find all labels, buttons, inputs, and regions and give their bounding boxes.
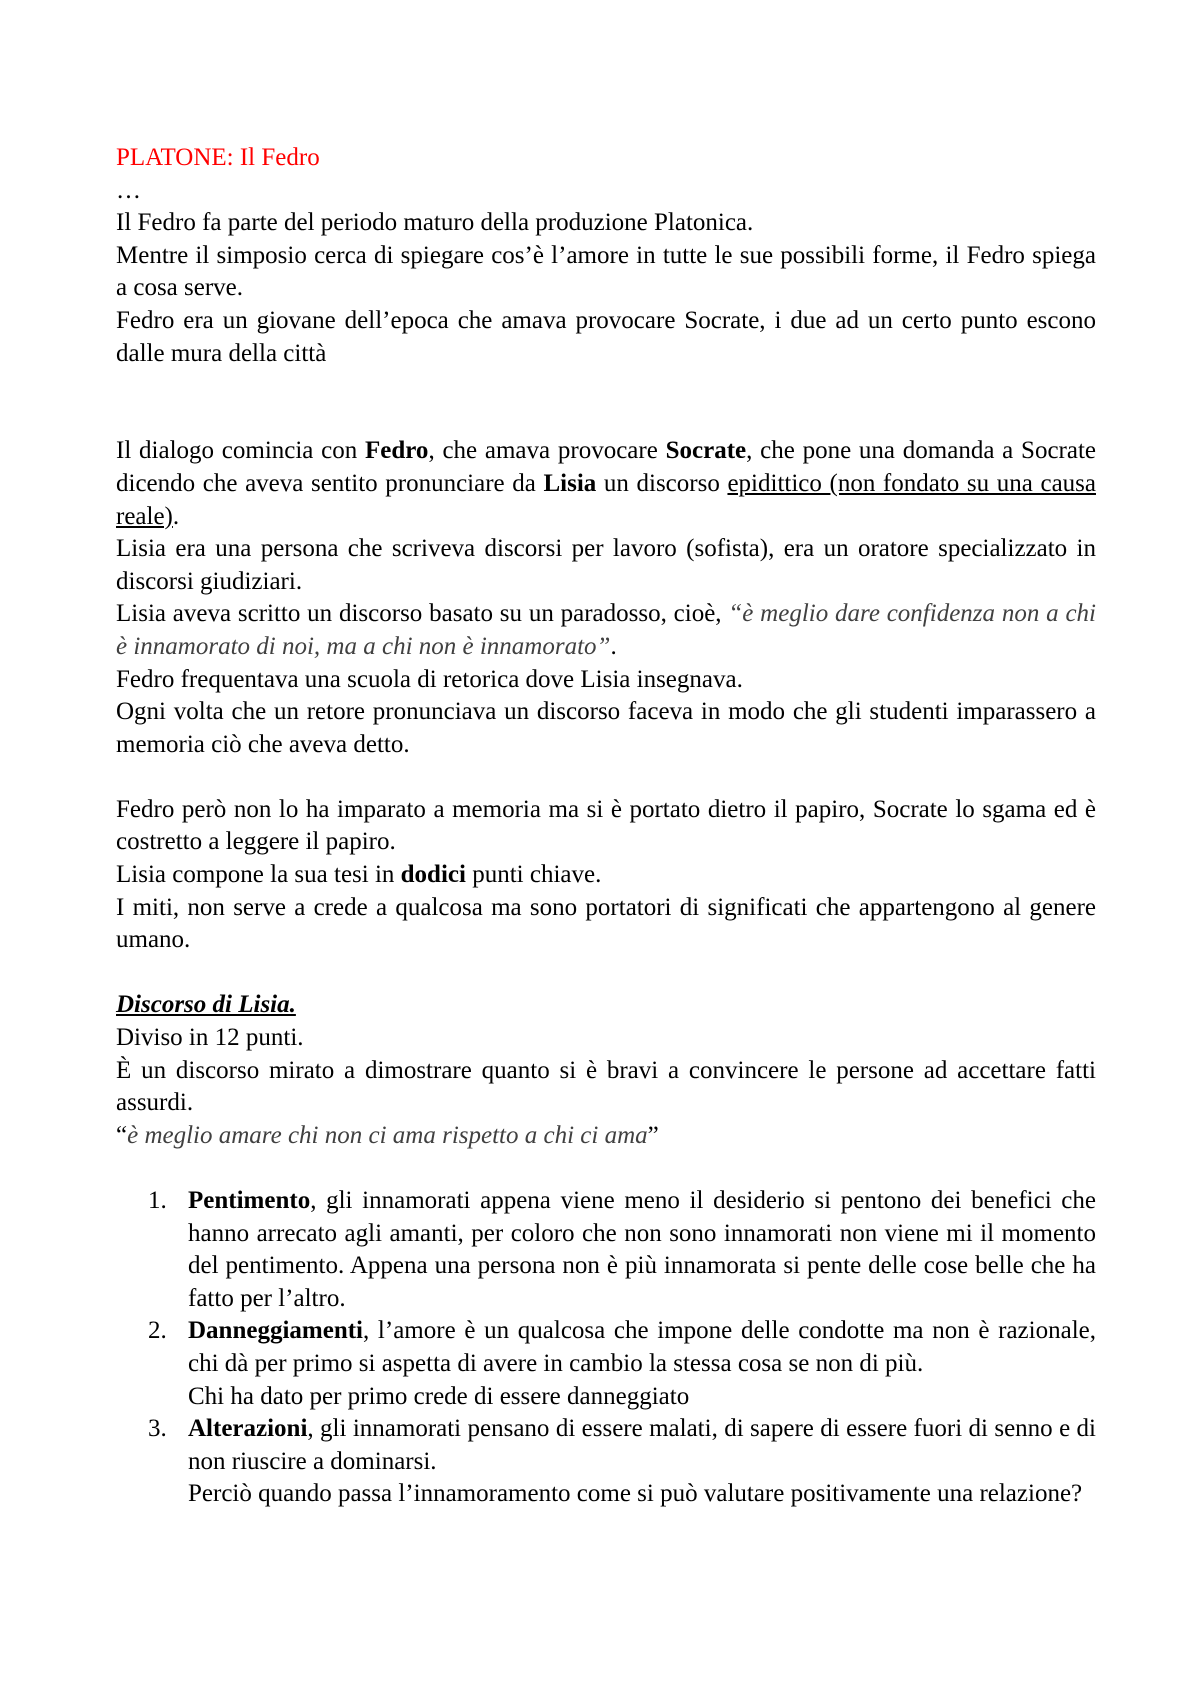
- point-title: Pentimento: [188, 1187, 311, 1214]
- intro-paragraph-3: Fedro era un giovane dell’epoca che amava provocare Socrate, i due ad un certo punto escono dalle mura della città: [116, 306, 1096, 367]
- myths-paragraph: I miti, non serve a crede a qualcosa ma sono portatori di significati che appartengono al genere umano.: [116, 893, 1096, 954]
- section-quote: “è meglio amare chi non ci ama rispetto a chi ci ama”: [116, 1121, 659, 1149]
- dialog-paragraph: Il dialogo comincia con Fedro, che amava provocare Socrate, che pone una domanda a Socrate dicendo che aveva sentito pronunciare da Lisia un discorso epidittico (non fondato su una causa reale).: [116, 437, 1096, 530]
- spacer: [116, 1152, 1096, 1185]
- point-extra: Perciò quando passa l’innamoramento come si può valutare positivamente una relazione?: [188, 1480, 1083, 1508]
- thesis-paragraph: Lisia compone la sua tesi in dodici punti chiave.: [116, 861, 602, 889]
- bold-dodici: dodici: [400, 861, 466, 889]
- intro-paragraph-1: Il Fedro fa parte del periodo maturo della produzione Platonica.: [116, 209, 754, 237]
- spacer: [116, 957, 1096, 990]
- underlined-epidittico: epidittico (non fondato su una causa reale): [116, 469, 1096, 530]
- list-item: 2. Danneggiamenti, l’amore è un qualcosa che impone delle condotte ma non è razionale, chi dà per primo si aspetta di avere in cambio la stessa cosa se non di più. Chi ha dato per primo crede di essere danneggiato: [148, 1317, 1096, 1410]
- bold-fedro: Fedro: [365, 437, 429, 465]
- points-list: [116, 1185, 1096, 1511]
- bold-lisia: Lisia: [543, 469, 597, 497]
- school-paragraph: Fedro frequentava una scuola di retorica dove Lisia insegnava.: [116, 665, 743, 693]
- section-divided: Diviso in 12 punti.: [116, 1024, 304, 1052]
- point-extra: Chi ha dato per primo crede di essere danneggiato: [188, 1382, 690, 1410]
- bold-socrate: Socrate: [665, 437, 747, 465]
- lisia-description: Lisia era una persona che scriveva discorsi per lavoro (sofista), era un oratore specializzato in discorsi giudiziari.: [116, 535, 1096, 595]
- spacer: [116, 761, 1096, 794]
- section-description: È un discorso mirato a dimostrare quanto si è bravi a convincere le persone ad accettare fatti assurdi.: [116, 1056, 1096, 1117]
- document-title: PLATONE: Il Fedro: [116, 144, 320, 171]
- list-number: 1.: [148, 1187, 167, 1214]
- list-item: 3. Alterazioni, gli innamorati pensano di essere malati, di sapere di essere fuori di senno e di non riuscire a dominarsi. Perciò quando passa l’innamoramento come si può valutare positivamente una relazione?: [148, 1415, 1096, 1508]
- paradox-quote: “è meglio dare confidenza non a chi è innamorato di noi, ma a chi non è innamorato”: [116, 600, 1096, 660]
- point-title: Danneggiamenti: [188, 1317, 363, 1345]
- papyrus-paragraph: Fedro però non lo ha imparato a memoria ma si è portato dietro il papiro, Socrate lo sgama ed è costretto a leggere il papiro.: [116, 795, 1096, 856]
- section-heading: Discorso di Lisia.: [116, 991, 296, 1019]
- document-page: [116, 142, 1096, 1511]
- intro-paragraph-2: Mentre il simposio cerca di spiegare cos’è l’amore in tutte le sue possibili forme, il Fedro spiega a cosa serve.: [116, 241, 1096, 302]
- spacer: [116, 370, 1096, 435]
- paradox-paragraph: Lisia aveva scritto un discorso basato su un paradosso, cioè, “è meglio dare confidenza non a chi è innamorato di noi, ma a chi non è innamorato”.: [116, 600, 1096, 660]
- list-item: 1. Pentimento, gli innamorati appena viene meno il desiderio si pentono dei benefici che hanno arrecato agli amanti, per coloro che non sono innamorati non viene mi il momento del pentimento. Appena una persona non è più innamorata si pente delle cose belle che ha fatto per l’altro.: [148, 1187, 1096, 1312]
- list-number: 2.: [148, 1317, 167, 1345]
- memory-paragraph: Ogni volta che un retore pronunciava un discorso faceva in modo che gli studenti imparassero a memoria ciò che aveva detto.: [116, 698, 1096, 758]
- point-title: Alterazioni: [188, 1415, 308, 1443]
- ellipsis: …: [116, 176, 141, 204]
- list-number: 3.: [148, 1415, 167, 1443]
